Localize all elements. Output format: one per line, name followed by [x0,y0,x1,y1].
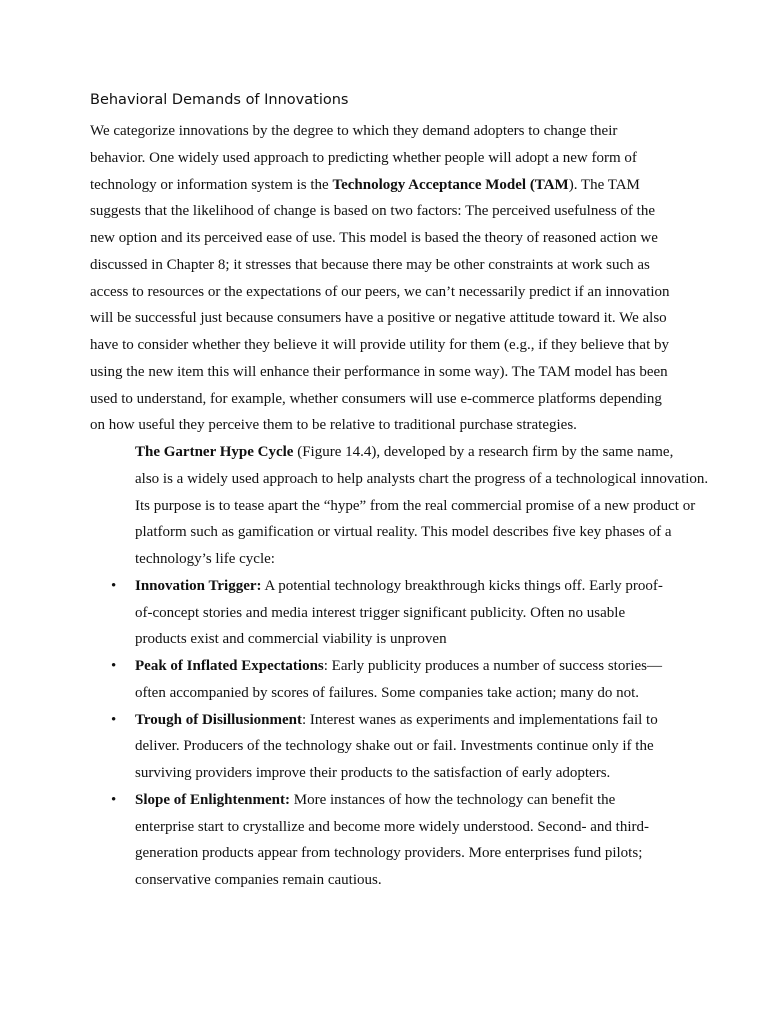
text-run: products exist and commercial viability is unproven [135,631,447,648]
text-line [90,225,690,252]
text-line [135,600,690,627]
text-run: suggests that the likelihood of change is based on two factors: The perceived usefulness of the [90,203,655,220]
text-line [135,707,690,734]
bold-term: Slope of Enlightenment: [135,791,291,808]
text-run: We categorize innovations by the degree to which they demand adopters to change their [90,123,618,139]
text-run: also is a widely used approach to help analysts chart the progress of a technological innovation. [135,470,709,487]
bold-term: The Gartner Hype Cycle [135,444,294,460]
text-line [135,573,690,600]
list-item [90,787,690,894]
text-line [90,466,709,493]
text-run: : Interest wanes as experiments and implementations fail to [301,711,658,728]
text-run: on how useful they perceive them to be relative to traditional purchase strategies. [90,417,577,434]
text-line [90,519,690,546]
text-run: surviving providers improve their products to the satisfaction of early adopters. [135,765,611,781]
bullet-icon: • [111,577,117,594]
list-item [90,707,690,787]
text-run: platform such as gamification or virtual reality. This model describes five key phases of a [135,524,672,541]
text-line [90,359,690,386]
bullet-icon: • [111,658,117,674]
bold-term: Innovation Trigger: [135,577,262,594]
text-run: of-concept stories and media interest trigger significant publicity. Often no usable [135,604,626,621]
text-run: More instances of how the technology can benefit the [290,791,616,808]
bold-term: Peak of Inflated Expectations [135,658,324,674]
text-line [135,840,690,867]
text-run: generation products appear from technology providers. More enterprises fund pilots; [135,845,643,862]
text-run: A potential technology breakthrough kicks things off. Early proof- [261,577,663,594]
text-line [90,493,696,520]
text-line [90,252,690,279]
bold-term: Trough of Disillusionment [135,711,302,728]
list-item [90,653,690,707]
text-line [135,626,690,653]
text-run: used to understand, for example, whether consumers will use e-commerce platforms depending [90,390,662,407]
text-run: new option and its perceived ease of use. This model is based the theory of reasoned action we [90,230,658,246]
hype-cycle-phase-list [90,573,690,894]
text-run: technology’s life cycle: [135,551,275,567]
section-heading: Behavioral Demands of Innovations [90,92,349,108]
text-line [90,386,690,413]
text-line [135,653,690,680]
text-line [90,279,690,306]
list-item [90,573,690,653]
bold-term: Technology Acceptance Model (TAM [332,176,569,193]
text-line [90,546,690,573]
text-line [90,412,690,439]
text-line [135,760,690,787]
text-line [90,145,690,172]
text-run: technology or information system is the [90,176,333,193]
text-run: discussed in Chapter 8; it stresses that because there may be other constraints at work such as [90,256,650,273]
text-run: conservative companies remain cautious. [135,872,382,888]
text-run: deliver. Producers of the technology shake out or fail. Investments continue only if the [135,738,654,755]
text-line [90,172,690,199]
text-line [135,733,690,760]
text-line [90,439,690,466]
bullet-icon: • [111,791,117,808]
text-run: often accompanied by scores of failures. Some companies take action; many do not. [135,684,640,701]
text-run: using the new item this will enhance their performance in some way). The TAM model has been [90,363,668,380]
text-line [90,332,690,359]
text-run: have to consider whether they believe it will provide utility for them (e.g., if they believe that by [90,337,669,353]
text-line [90,198,690,225]
paragraph-gartner [90,439,709,573]
text-run: : Early publicity produces a number of success stories— [323,658,662,674]
text-line [135,814,690,841]
text-line [90,118,690,145]
paragraph-tam [90,118,690,439]
bullet-icon: • [111,711,117,728]
text-run: ). The TAM [568,176,640,193]
text-line [135,867,690,894]
text-line [135,787,690,814]
text-line [90,305,690,332]
text-run: access to resources or the expectations of our peers, we can’t necessarily predict if an innovation [90,283,670,300]
text-run: behavior. One widely used approach to predicting whether people will adopt a new form of [90,149,637,166]
text-run: will be successful just because consumers have a positive or negative attitude toward it. We also [90,310,667,327]
text-line [135,680,690,707]
document-body [90,118,709,894]
text-run: Its purpose is to tease apart the “hype” from the real commercial promise of a new product or [135,497,696,514]
text-run: enterprise start to crystallize and become more widely understood. Second- and third- [135,818,649,835]
text-run: (Figure 14.4), developed by a research firm by the same name, [293,444,674,460]
